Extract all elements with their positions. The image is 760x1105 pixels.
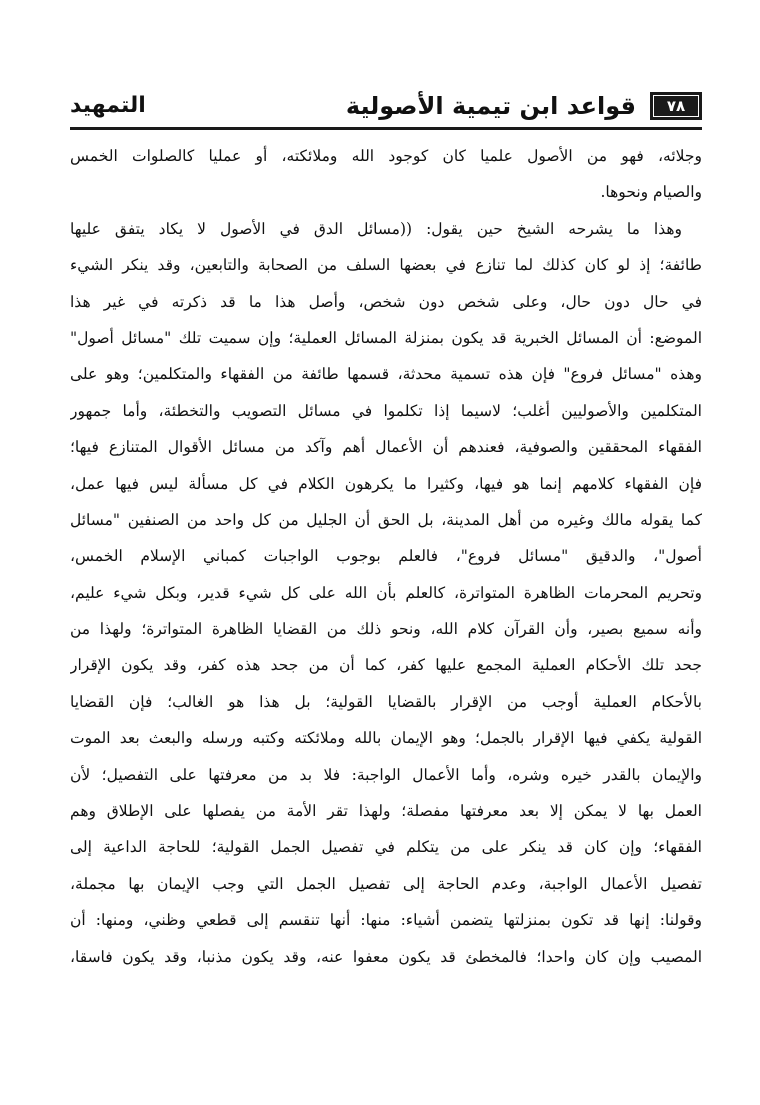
- text-line: والصيام ونحوها.: [600, 183, 702, 202]
- text-line: تفصيل الأعمال الواجبة، وعدم الحاجة إلى تفصيل الجمل التي وجب الإيمان بها مجملة،: [70, 874, 702, 893]
- text-line: القولية يكفي فيها الإقرار بالجمل؛ وهو الإيمان بالله وملائكته وكتبه ورسله والبعث بعد الموت: [70, 729, 702, 748]
- text-line: المتكلمين والأصوليين أغلب؛ لاسيما إذا تكلموا في مسائل التصويب والتخطئة، وأما جمهور: [70, 401, 702, 420]
- text-line: بالأحكام العملية أوجب من الإقرار بالقضايا القولية؛ بل هذا هو الغالب؛ فإن القضايا: [70, 692, 702, 711]
- page-number: ٧٨: [653, 95, 699, 117]
- text-line: العمل بها لا يمكن إلا بعد معرفتها مفصلة؛ ولهذا تقر الأمة من يفصلها على الإطلاق وهم: [70, 802, 702, 821]
- text-line: جحد تلك الأحكام العملية المجمع عليها كفر، كما أن من جحد هذه كفر، وقد يكون الإقرار: [70, 656, 702, 675]
- section-label: التمهيد: [70, 93, 146, 118]
- text-line: في حال دون حال، وعلى شخص دون شخص، وأصل هذا ما قد ذكرته في غير هذا: [70, 292, 702, 311]
- page-header: [70, 86, 702, 130]
- page-number-box: [650, 92, 702, 120]
- text-line: فإن الفقهاء كلامهم إنما هو فيها، وكثيرا ما يكرهون الكلام في كل مسألة ليس فيها عمل،: [70, 474, 702, 493]
- text-line: الفقهاء المحققين والصوفية، فعندهم أن الأعمال أهم وآكد من مسائل الأقوال المتنازع فيها؛: [70, 438, 702, 457]
- text-line: وجلائه، فهو من الأصول علميا كان كوجود الله وملائكته، أو عمليا كالصلوات الخمس: [70, 147, 702, 165]
- text-line: وقولنا: إنها قد تكون بمنزلتها يتضمن أشياء: منها: أنها تنقسم إلى قطعي وظني، ومنها: أن: [70, 911, 702, 930]
- running-title: قواعد ابن تيمية الأصولية: [345, 92, 636, 120]
- text-line: كما يقوله مالك وغيره من أهل المدينة، بل الحق أن الجليل من كل واحد من الصنفين "مسائل: [70, 510, 702, 529]
- text-line: أصول"، والدقيق "مسائل فروع"، فالعلم بوجوب الواجبات كمباني الإسلام الخمس،: [70, 547, 702, 566]
- text-line: والإيمان بالقدر خيره وشره، وأما الأعمال الواجبة: فلا بد من معرفتها على التفصيل؛ لأن: [70, 765, 702, 784]
- text-line: المصيب وإن كان واحدا؛ فالمخطئ قد يكون معفوا عنه، وقد يكون مذنبا، وقد يكون فاسقا،: [70, 947, 702, 966]
- text-line: الفقهاء؛ وإن كان قد ينكر على من يتكلم في تفصيل الجمل القولية؛ للحاجة الداعية إلى: [70, 838, 702, 857]
- text-line: طائفة؛ إذ لو كان كذلك لما تنازع في بعضها السلف من الصحابة والتابعين، وقد ينكر الشيء: [70, 256, 702, 275]
- header-rule: [70, 127, 702, 130]
- text-line: وتحريم المحرمات الظاهرة المتواترة، كالعلم بأن الله على كل شيء قدير، وبكل شيء عليم،: [70, 583, 702, 602]
- text-line: وهذه "مسائل فروع" فإن هذه تسمية محدثة، قسمها طائفة من الفقهاء والمتكلمين؛ وهو على: [70, 365, 702, 384]
- text-line: وهذا ما يشرحه الشيخ حين يقول: ((مسائل الدق في الأصول لا يكاد يتفق عليها: [70, 219, 682, 238]
- text-line: وأنه سميع بصير، وأن القرآن كلام الله، ونحو ذلك من القضايا الظاهرة المتواترة؛ ولهذا من: [70, 620, 702, 639]
- text-line: الموضع: أن المسائل الخبرية قد يكون بمنزلة المسائل العملية؛ وإن سميت تلك "مسائل أصول": [70, 328, 702, 347]
- body-text: [70, 138, 702, 975]
